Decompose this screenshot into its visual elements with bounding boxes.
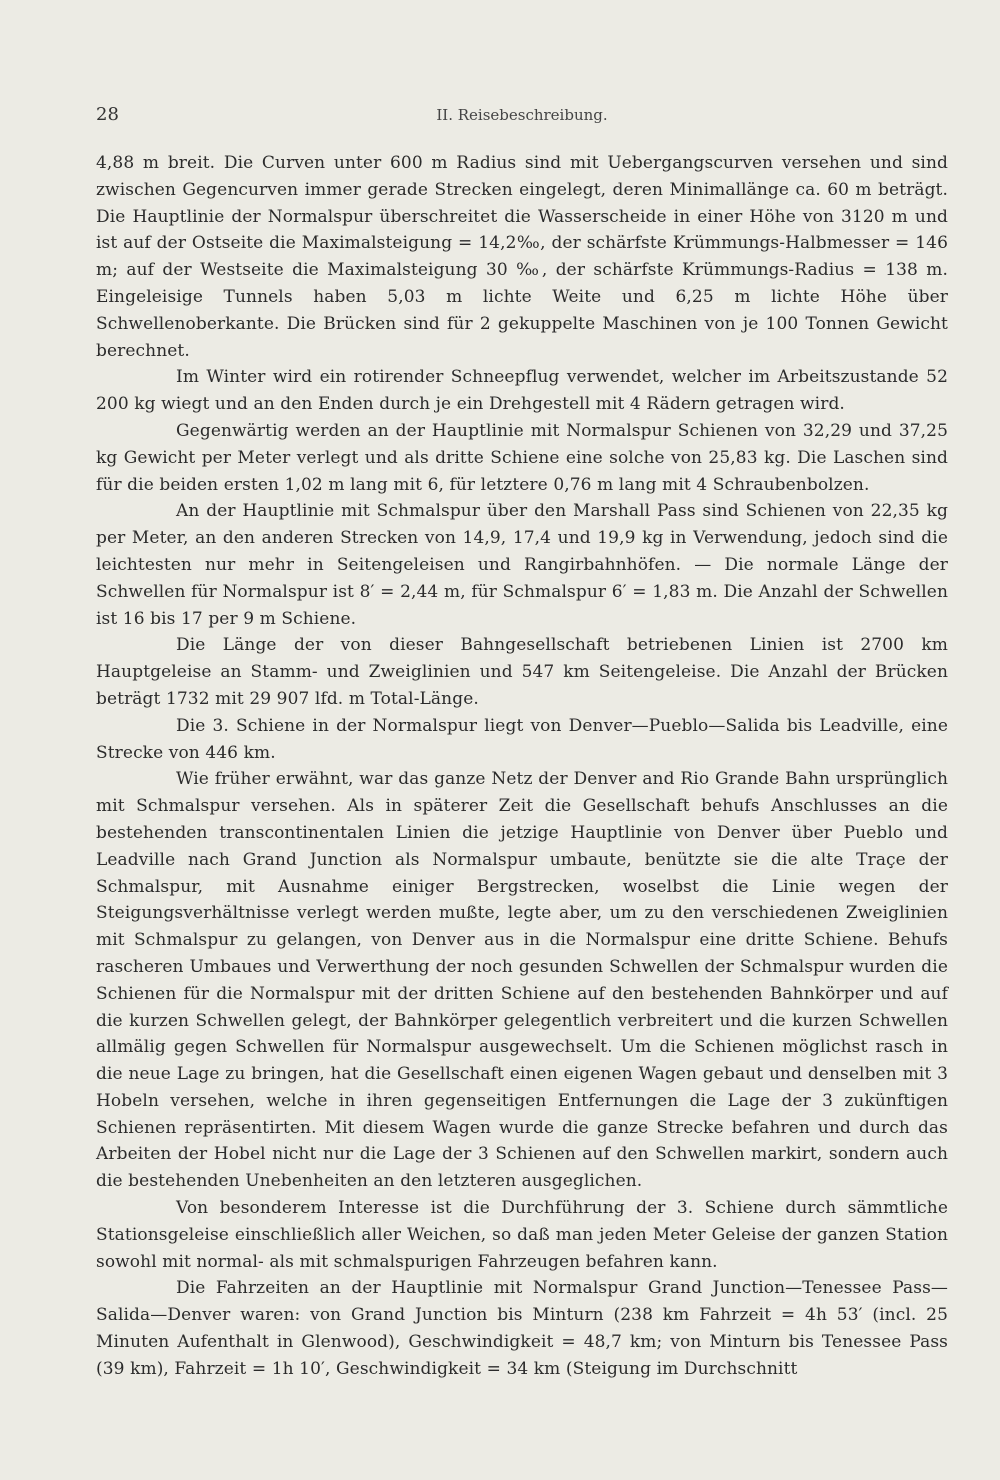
body-text — [96, 150, 948, 1383]
paragraph: Die Fahrzeiten an der Hauptlinie mit Normalspur Grand Junction—Tenessee Pass—Salida—Denver waren: von Grand Junction bis Minturn (238 km Fahrzeit = 4h 53′ (incl. 25 Minuten Aufenthalt in Glenwood), Geschwindigkeit = 48,7 km; von Minturn bis Tenessee Pass (39 km), Fahrzeit = 1h 10′, Geschwindigkeit = 34 km (Steigung im Durchschnitt — [96, 1278, 948, 1379]
paragraph: Wie früher erwähnt, war das ganze Netz der Denver and Rio Grande Bahn ursprünglich mit Schmalspur versehen. Als in späterer Zeit die Gesellschaft behufs Anschlusses an die bestehenden transcontinentalen Linien die jetzige Hauptlinie von Denver über Pueblo und Leadville nach Grand Junction als Normalspur umbaute, benützte sie die alte Traçe der Schmalspur, mit Ausnahme einiger Bergstrecken, woselbst die Linie wegen der Steigungsverhältnisse verlegt werden mußte, legte aber, um zu den verschiedenen Zweiglinien mit Schmalspur zu gelangen, von Denver aus in die Normalspur eine dritte Schiene. Behufs rascheren Umbaues und Verwerthung der noch gesunden Schwellen der Schmalspur wurden die Schienen für die Normalspur mit der dritten Schiene auf den bestehenden Bahnkörper und auf die kurzen Schwellen gelegt, der Bahnkörper gelegentlich verbreitert und die kurzen Schwellen allmälig gegen Schwellen für Normalspur ausgewechselt. Um die Schienen möglichst rasch in die neue Lage zu bringen, hat die Gesellschaft einen eigenen Wagen gebaut und denselben mit 3 Hobeln versehen, welche in ihren gegenseitigen Entfernungen die Lage der 3 zukünftigen Schienen repräsentirten. Mit diesem Wagen wurde die ganze Strecke befahren und durch das Arbeiten der Hobel nicht nur die Lage der 3 Schienen auf den Schwellen markirt, sondern auch die bestehenden Unebenheiten an den letzteren ausgeglichen. — [96, 769, 948, 1192]
page-number: 28 — [96, 104, 119, 125]
paragraph: 4,88 m breit. Die Curven unter 600 m Radius sind mit Uebergangscurven versehen und sind zwischen Gegencurven immer gerade Strecken eingelegt, deren Minimallänge ca. 60 m beträgt. Die Hauptlinie der Normalspur überschreitet die Wasserscheide in einer Höhe von 3120 m und ist auf der Ostseite die Maximalsteigung = 14,2‰, der schärfste Krümmungs-Halbmesser = 146 m; auf der Westseite die Maximalsteigung 30 ‰, der schärfste Krümmungs-Radius = 138 m. Eingeleisige Tunnels haben 5,03 m lichte Weite und 6,25 m lichte Höhe über Schwellenoberkante. Die Brücken sind für 2 gekuppelte Maschinen von je 100 Tonnen Gewicht berechnet. — [96, 153, 948, 361]
paragraph: Im Winter wird ein rotirender Schneepflug verwendet, welcher im Arbeitszustande 52 200 kg wiegt und an den Enden durch je ein Drehgestell mit 4 Rädern getragen wird. — [96, 367, 948, 415]
paragraph: An der Hauptlinie mit Schmalspur über den Marshall Pass sind Schienen von 22,35 kg per Meter, an den anderen Strecken von 14,9, 17,4 und 19,9 kg in Verwendung, jedoch sind die leichtesten nur mehr in Seitengeleisen und Rangirbahnhöfen. — Die normale Länge der Schwellen für Normalspur ist 8′ = 2,44 m, für Schmalspur 6′ = 1,83 m. Die Anzahl der Schwellen ist 16 bis 17 per 9 m Schiene. — [96, 501, 948, 629]
running-head: II. Reisebeschreibung. — [436, 106, 608, 124]
paragraph: Gegenwärtig werden an der Hauptlinie mit Normalspur Schienen von 32,29 und 37,25 kg Gewicht per Meter verlegt und als dritte Schiene eine solche von 25,83 kg. Die Laschen sind für die beiden ersten 1,02 m lang mit 6, für letztere 0,76 m lang mit 4 Schraubenbolzen. — [96, 420, 948, 495]
paragraph: Von besonderem Interesse ist die Durchführung der 3. Schiene durch sämmtliche Stationsgeleise einschließlich aller Weichen, so daß man jeden Meter Geleise der ganzen Station sowohl mit normal- als mit schmalspurigen Fahrzeugen befahren kann. — [96, 1198, 948, 1272]
paragraph: Die Länge der von dieser Bahngesellschaft betriebenen Linien ist 2700 km Hauptgeleise an Stamm- und Zweiglinien und 547 km Seitengeleise. Die Anzahl der Brücken beträgt 1732 mit 29 907 lfd. m Total-Länge. — [96, 635, 948, 709]
paragraph: Die 3. Schiene in der Normalspur liegt von Denver—Pueblo—Salida bis Leadville, eine Strecke von 446 km. — [96, 715, 948, 763]
page-header — [96, 104, 948, 132]
